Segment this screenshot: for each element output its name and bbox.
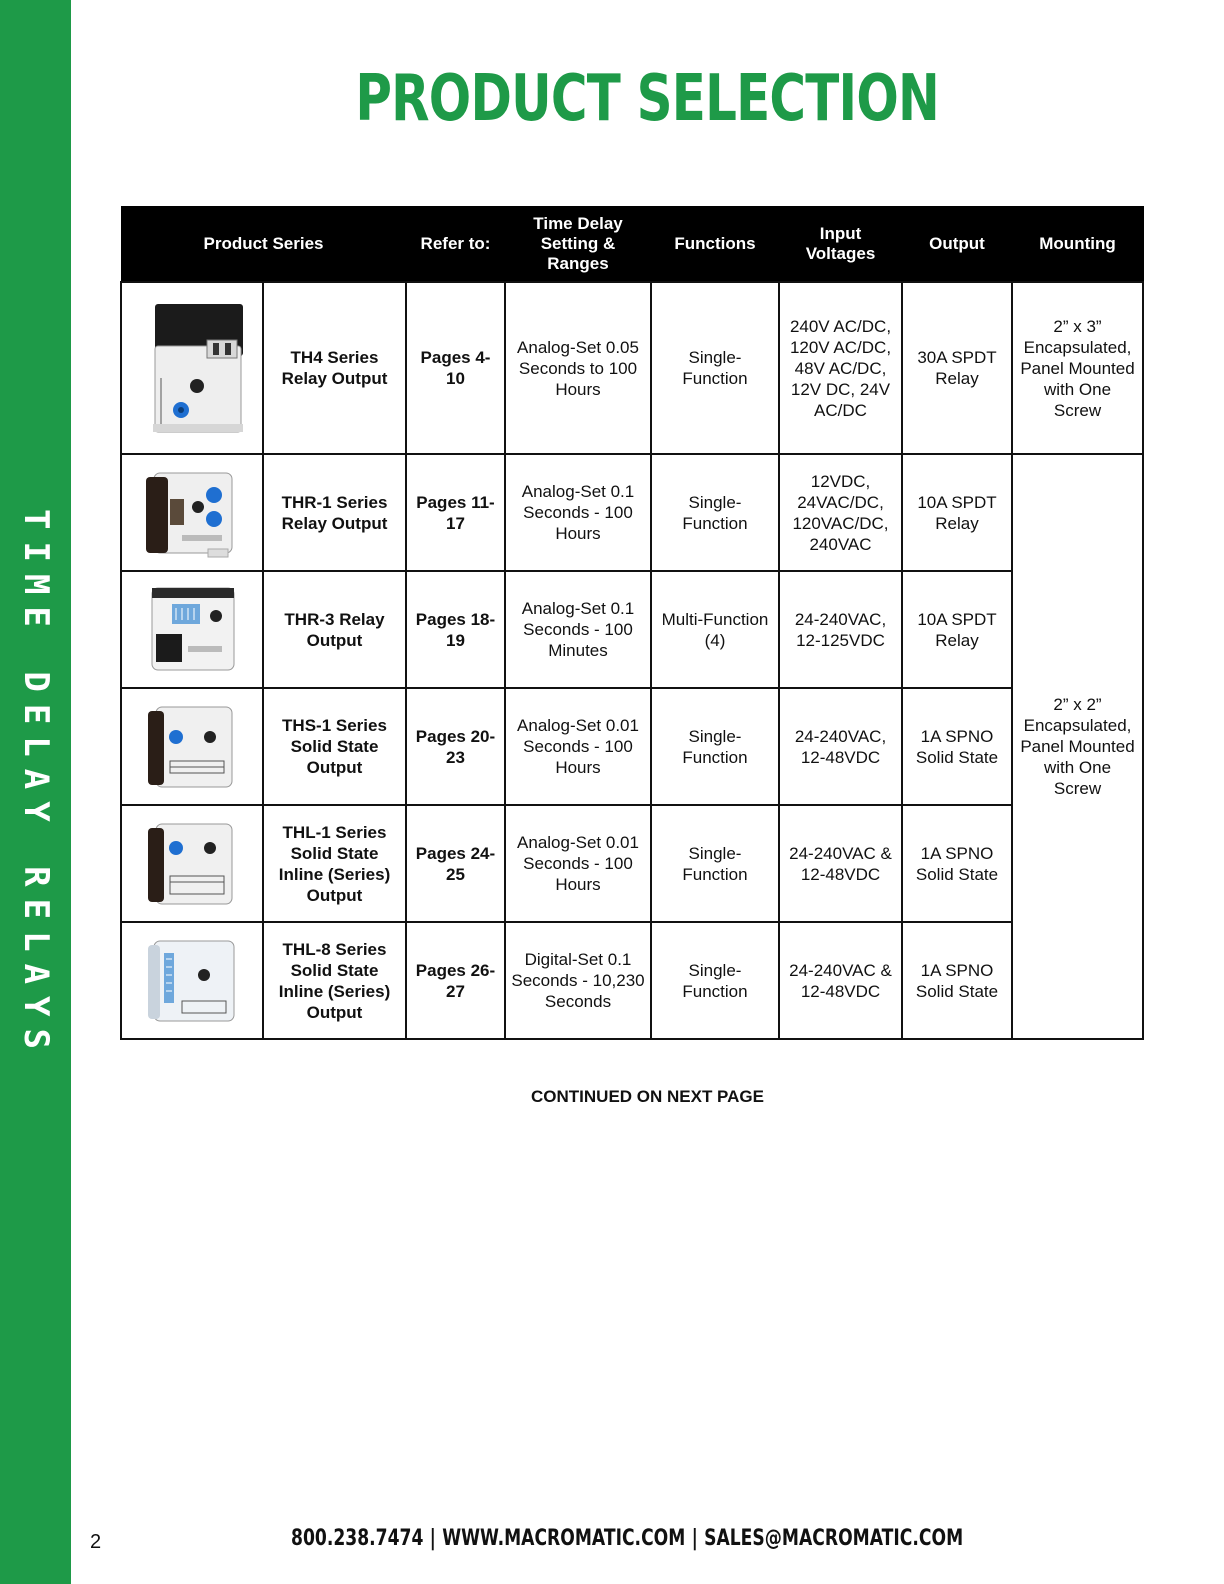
header-mounting: Mounting (1012, 207, 1143, 283)
functions-value: Single-Function (651, 282, 779, 454)
footer-contact (0, 1526, 1224, 1551)
product-image-cell (121, 282, 263, 454)
series-name: TH4 Series Relay Output (263, 282, 406, 454)
header-time-delay: Time Delay Setting & Ranges (505, 207, 651, 283)
table-row (121, 922, 1143, 1039)
table-row (121, 805, 1143, 922)
input-voltages-value: 240V AC/DC, 120V AC/DC, 48V AC/DC, 12V DC, 24V AC/DC (779, 282, 902, 454)
functions-value: Multi-Function (4) (651, 571, 779, 688)
functions-value: Single-Function (651, 454, 779, 571)
footer-separator: | (429, 1526, 437, 1551)
input-voltages-value: 24-240VAC, 12-48VDC (779, 688, 902, 805)
thl1-relay-product-photo-icon (142, 814, 242, 914)
thr3-relay-product-photo-icon (142, 580, 242, 680)
time-delay-range: Analog-Set 0.05 Seconds to 100 Hours (505, 282, 651, 454)
product-image-cell (121, 454, 263, 571)
thr1-relay-product-photo-icon (142, 463, 242, 563)
footer-website-link[interactable]: WWW.MACROMATIC.COM (442, 1526, 686, 1551)
header-functions: Functions (651, 207, 779, 283)
header-input-voltages: Input Voltages (779, 207, 902, 283)
side-bar (0, 0, 71, 1584)
input-voltages-value: 24-240VAC & 12-48VDC (779, 922, 902, 1039)
series-name: THR-1 Series Relay Output (263, 454, 406, 571)
functions-value: Single-Function (651, 922, 779, 1039)
page-number: 2 (90, 1531, 102, 1553)
product-selection-table (120, 206, 1144, 1040)
product-image-cell (121, 688, 263, 805)
time-delay-range: Analog-Set 0.1 Seconds - 100 Minutes (505, 571, 651, 688)
thl8-relay-product-photo-icon (142, 931, 242, 1031)
ths1-relay-product-photo-icon (142, 697, 242, 797)
th4-relay-product-photo-icon (137, 298, 247, 438)
series-name: THL-8 Series Solid State Inline (Series) Output (263, 922, 406, 1039)
header-refer-to: Refer to: (406, 207, 505, 283)
table-row (121, 688, 1143, 805)
time-delay-range: Analog-Set 0.01 Seconds - 100 Hours (505, 688, 651, 805)
table-row (121, 571, 1143, 688)
input-voltages-value: 24-240VAC, 12-125VDC (779, 571, 902, 688)
footer-separator: | (691, 1526, 698, 1551)
output-value: 1A SPNO Solid State (902, 688, 1012, 805)
header-product-series: Product Series (121, 207, 406, 283)
refer-pages: Pages 4-10 (406, 282, 505, 454)
refer-pages: Pages 26-27 (406, 922, 505, 1039)
product-image-cell (121, 571, 263, 688)
footer-phone[interactable]: 800.238.7474 (291, 1526, 424, 1551)
header-output: Output (902, 207, 1012, 283)
page-title: PRODUCT SELECTION (355, 62, 940, 136)
time-delay-range: Analog-Set 0.01 Seconds - 100 Hours (505, 805, 651, 922)
product-image-cell (121, 805, 263, 922)
functions-value: Single-Function (651, 805, 779, 922)
table-row (121, 454, 1143, 571)
mounting-value-shared: 2” x 2” Encapsulated, Panel Mounted with One Screw (1012, 454, 1143, 1039)
mounting-value: 2” x 3” Encapsulated, Panel Mounted with One Screw (1012, 282, 1143, 454)
input-voltages-value: 24-240VAC & 12-48VDC (779, 805, 902, 922)
table-header-row (121, 207, 1143, 283)
footer-email-link[interactable]: SALES@MACROMATIC.COM (704, 1526, 964, 1551)
time-delay-range: Digital-Set 0.1 Seconds - 10,230 Seconds (505, 922, 651, 1039)
product-image-cell (121, 922, 263, 1039)
refer-pages: Pages 11-17 (406, 454, 505, 571)
table-row (121, 282, 1143, 454)
refer-pages: Pages 24-25 (406, 805, 505, 922)
output-value: 10A SPDT Relay (902, 454, 1012, 571)
continued-notice: CONTINUED ON NEXT PAGE (531, 1087, 764, 1106)
output-value: 1A SPNO Solid State (902, 922, 1012, 1039)
refer-pages: Pages 18-19 (406, 571, 505, 688)
functions-value: Single-Function (651, 688, 779, 805)
output-value: 10A SPDT Relay (902, 571, 1012, 688)
output-value: 1A SPNO Solid State (902, 805, 1012, 922)
side-bar-label: TIME DELAY RELAYS (16, 509, 56, 1061)
time-delay-range: Analog-Set 0.1 Seconds - 100 Hours (505, 454, 651, 571)
refer-pages: Pages 20-23 (406, 688, 505, 805)
series-name: THR-3 Relay Output (263, 571, 406, 688)
series-name: THL-1 Series Solid State Inline (Series) Output (263, 805, 406, 922)
output-value: 30A SPDT Relay (902, 282, 1012, 454)
input-voltages-value: 12VDC, 24VAC/DC, 120VAC/DC, 240VAC (779, 454, 902, 571)
series-name: THS-1 Series Solid State Output (263, 688, 406, 805)
